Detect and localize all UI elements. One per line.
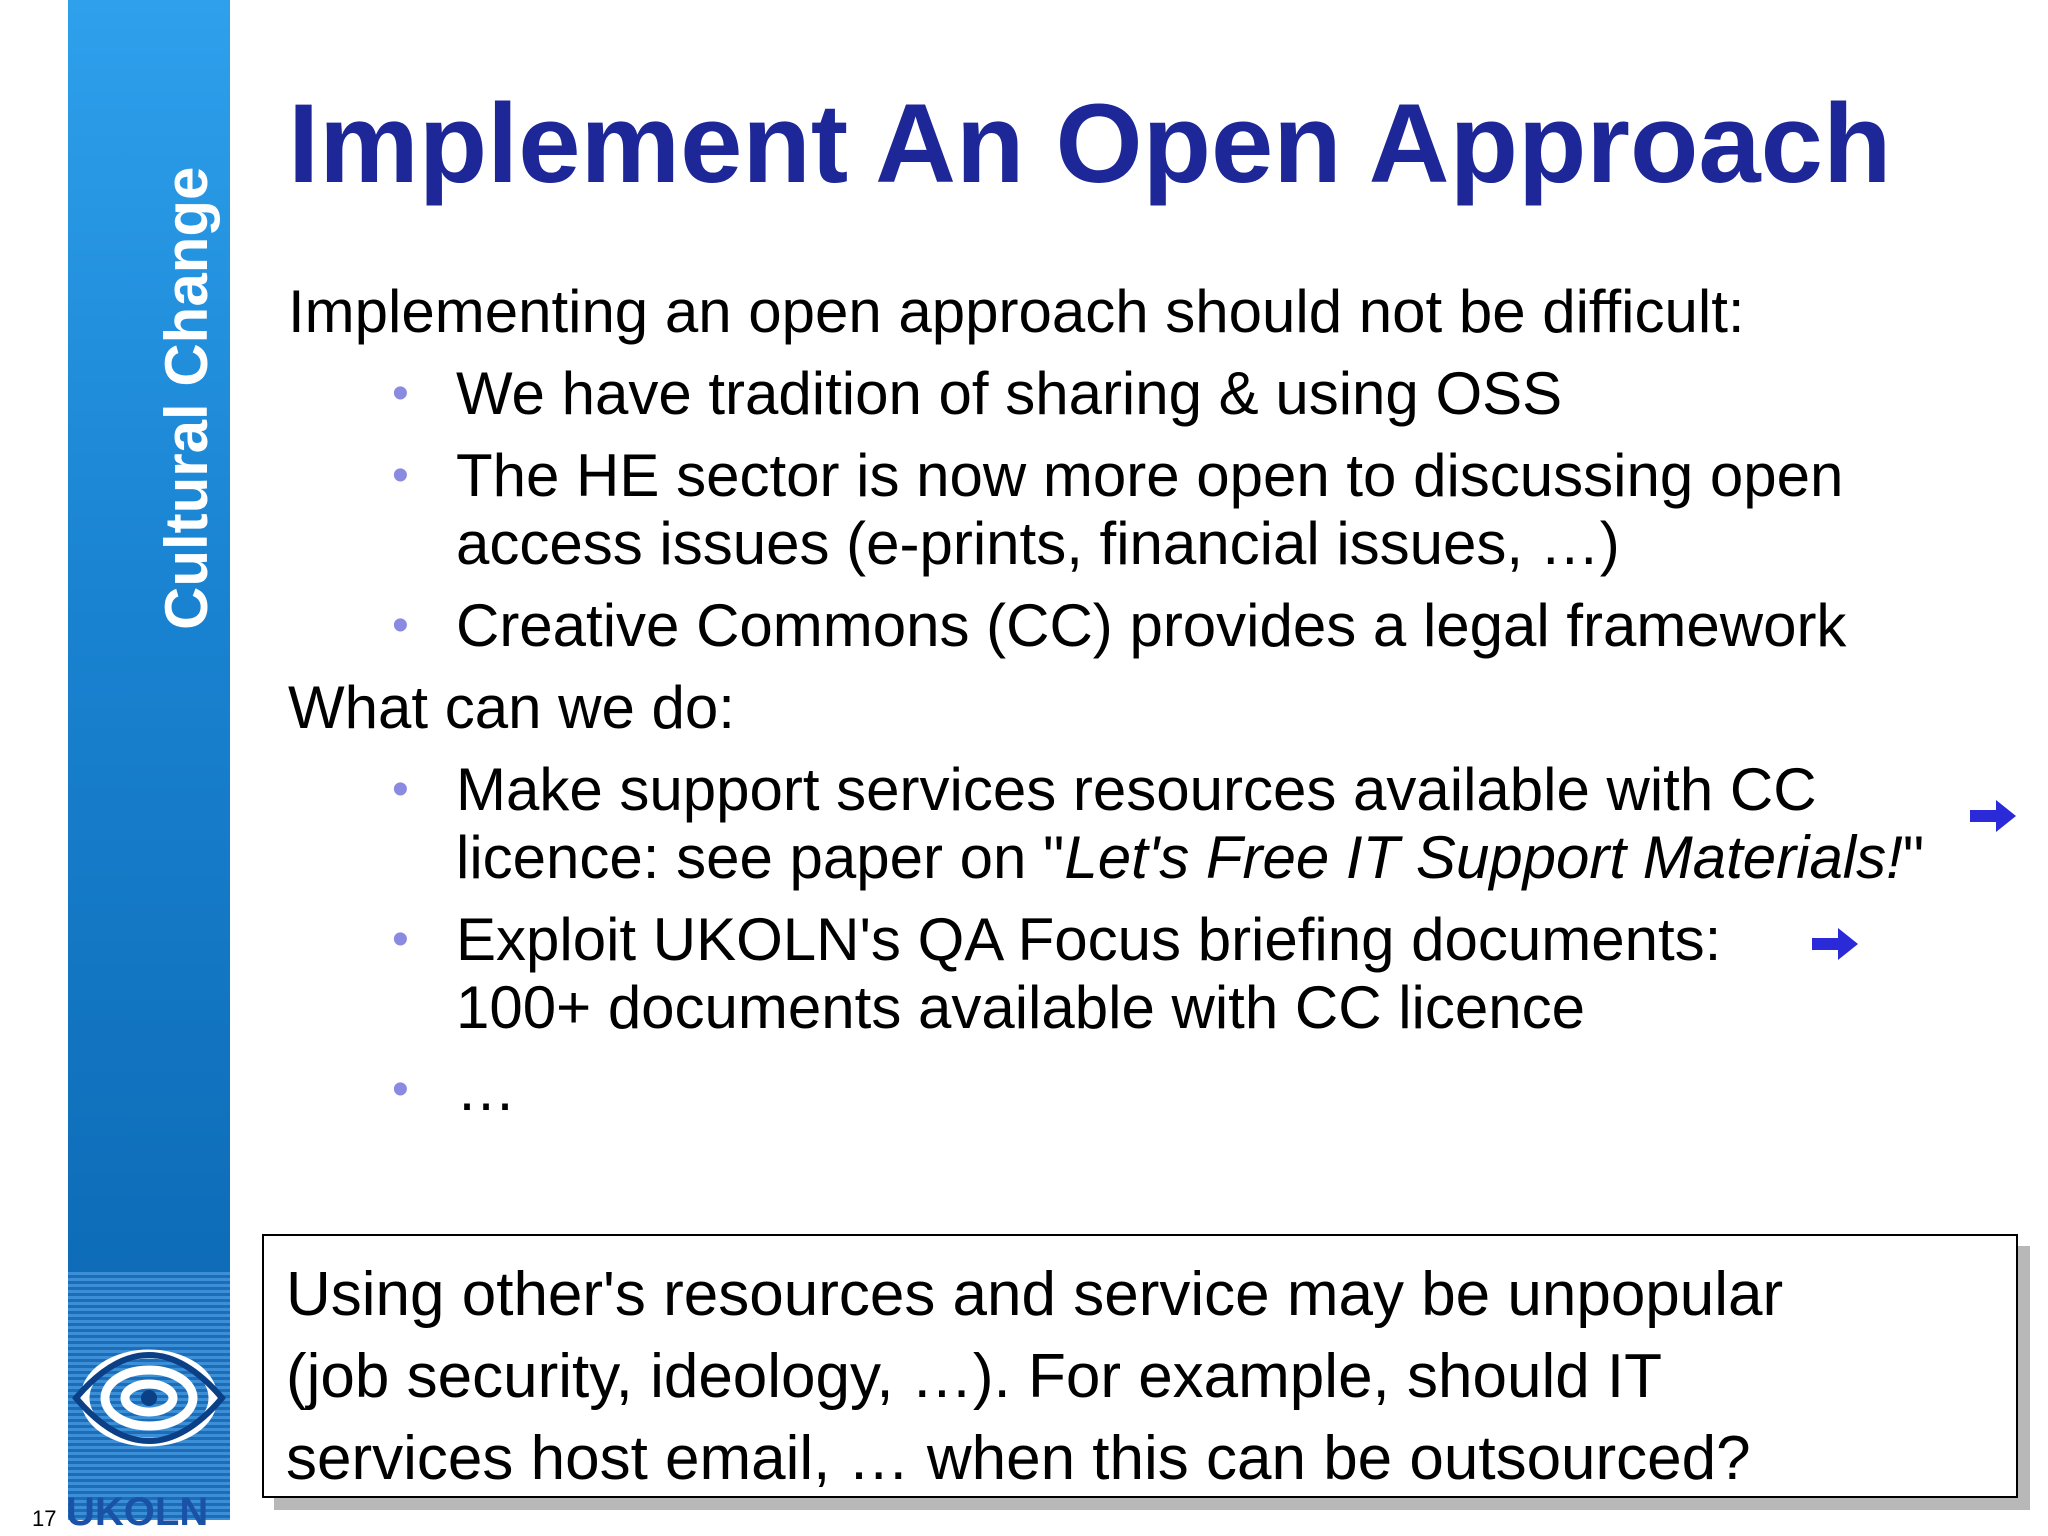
callout-line: services host email, … when this can be outsourced? [286,1424,1751,1493]
bullet-item [288,756,2008,892]
bullet-dot-icon: • [392,763,409,816]
bullet-dot-icon: • [392,1063,409,1116]
slide-title: Implement An Open Approach [288,81,1892,206]
bullet-item [288,1056,2008,1124]
bullet-item [288,592,2008,660]
bullet-dot-icon: • [392,367,409,420]
ukoln-logo-text: UKOLN [66,1490,209,1534]
bullet-text-suffix: " [1902,824,1925,891]
bullet-dot-icon: • [392,449,409,502]
bullet-item [288,360,2008,428]
bullet-text: Make support services resources available with CC [456,756,1817,823]
bullet-text: We have tradition of sharing & using OSS [456,360,1563,427]
bullet-text: Creative Commons (CC) provides a legal framework [456,592,1847,659]
bullet-item [288,906,2008,1042]
bullet-text: Exploit UKOLN's QA Focus briefing documents: [456,906,1722,973]
page-number: 17 [32,1506,57,1531]
bullet-text: access issues (e-prints, financial issues, …) [456,510,1620,577]
bullet-dot-icon: • [392,599,409,652]
sidebar-title: Cultural Change [153,166,220,630]
ukoln-eye-logo-icon [68,1272,230,1520]
bullet-item [288,442,2008,578]
bullet-text: … [456,1056,516,1123]
paper-title-link[interactable]: Let's Free IT Support Materials! [1064,824,1903,891]
callout-line: Using other's resources and service may be unpopular [286,1260,1784,1329]
bullet-dot-icon: • [392,913,409,966]
right-arrow-icon[interactable] [1970,800,2016,832]
bullet-text: The HE sector is now more open to discussing open [456,442,1844,509]
right-arrow-icon[interactable] [1812,928,1858,960]
slide-body [288,278,2008,1138]
bullet-text-prefix: licence: see paper on " [456,824,1065,891]
intro-text-1: Implementing an open approach should not be difficult: [288,278,1745,345]
callout-line: (job security, ideology, …). For example, should IT [286,1342,1663,1411]
bullet-text: 100+ documents available with CC licence [456,974,1585,1041]
bullet-text [456,824,2008,892]
callout-box [262,1234,2018,1498]
intro-text-2: What can we do: [288,674,735,741]
